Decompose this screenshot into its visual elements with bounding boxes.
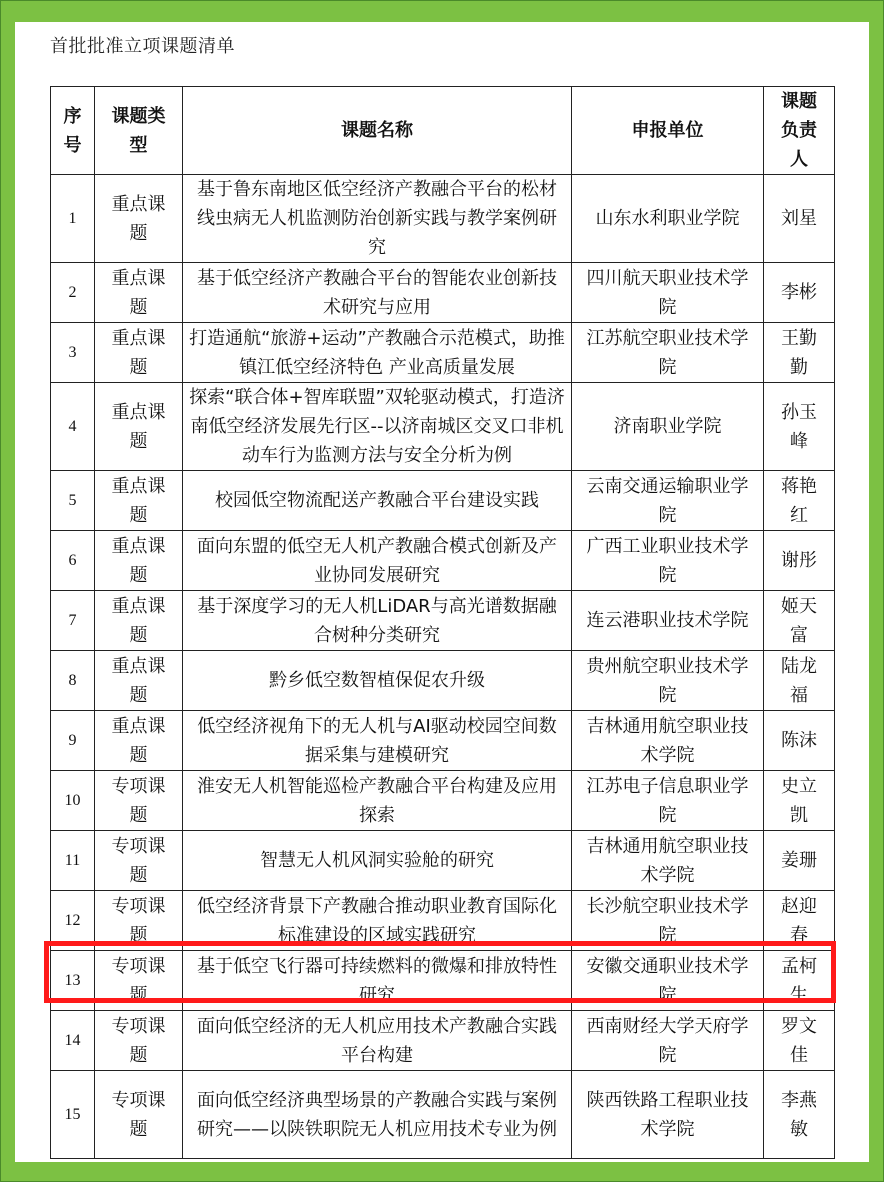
cell-unit: 陕西铁路工程职业技术学院 xyxy=(572,1071,764,1159)
cell-name: 黔乡低空数智植保促农升级 xyxy=(183,651,572,711)
cell-leader: 孙玉峰 xyxy=(764,383,835,471)
cell-leader: 王勤勤 xyxy=(764,323,835,383)
header-type: 课题类型 xyxy=(95,87,183,175)
cell-unit: 吉林通用航空职业技术学院 xyxy=(572,831,764,891)
cell-leader: 谢彤 xyxy=(764,531,835,591)
header-leader: 课题负责人 xyxy=(764,87,835,175)
cell-unit: 吉林通用航空职业技术学院 xyxy=(572,711,764,771)
cell-type: 专项课题 xyxy=(95,771,183,831)
cell-type: 重点课题 xyxy=(95,263,183,323)
cell-no: 9 xyxy=(51,711,95,771)
cell-type: 重点课题 xyxy=(95,531,183,591)
cell-unit: 贵州航空职业技术学院 xyxy=(572,651,764,711)
cell-name: 淮安无人机智能巡检产教融合平台构建及应用探索 xyxy=(183,771,572,831)
table-row xyxy=(51,711,835,771)
cell-name: 智慧无人机风洞实验舱的研究 xyxy=(183,831,572,891)
cell-unit: 西南财经大学天府学院 xyxy=(572,1011,764,1071)
header-no: 序号 xyxy=(51,87,95,175)
cell-no: 11 xyxy=(51,831,95,891)
cell-leader: 赵迎春 xyxy=(764,891,835,951)
table-row xyxy=(51,383,835,471)
cell-no: 2 xyxy=(51,263,95,323)
table-row xyxy=(51,831,835,891)
table-header-row xyxy=(51,87,835,175)
cell-unit: 江苏电子信息职业学院 xyxy=(572,771,764,831)
header-unit: 申报单位 xyxy=(572,87,764,175)
cell-unit: 广西工业职业技术学院 xyxy=(572,531,764,591)
cell-name: 基于深度学习的无人机LiDAR与高光谱数据融合树种分类研究 xyxy=(183,591,572,651)
cell-type: 重点课题 xyxy=(95,591,183,651)
cell-leader: 姬天富 xyxy=(764,591,835,651)
cell-no: 12 xyxy=(51,891,95,951)
cell-name: 基于低空经济产教融合平台的智能农业创新技术研究与应用 xyxy=(183,263,572,323)
cell-leader: 陈沫 xyxy=(764,711,835,771)
cell-unit: 四川航天职业技术学院 xyxy=(572,263,764,323)
cell-leader: 陆龙福 xyxy=(764,651,835,711)
cell-name: 面向低空经济的无人机应用技术产教融合实践平台构建 xyxy=(183,1011,572,1071)
cell-no: 3 xyxy=(51,323,95,383)
cell-name: 面向东盟的低空无人机产教融合模式创新及产业协同发展研究 xyxy=(183,531,572,591)
table-row xyxy=(51,1071,835,1159)
cell-type: 专项课题 xyxy=(95,1071,183,1159)
cell-name: 面向低空经济典型场景的产教融合实践与案例研究——以陕铁职院无人机应用技术专业为例 xyxy=(183,1071,572,1159)
cell-unit: 安徽交通职业技术学院 xyxy=(572,951,764,1011)
cell-type: 重点课题 xyxy=(95,383,183,471)
cell-leader: 蒋艳红 xyxy=(764,471,835,531)
cell-no: 4 xyxy=(51,383,95,471)
cell-type: 专项课题 xyxy=(95,831,183,891)
table-row xyxy=(51,891,835,951)
cell-type: 专项课题 xyxy=(95,891,183,951)
cell-type: 重点课题 xyxy=(95,711,183,771)
cell-type: 重点课题 xyxy=(95,323,183,383)
cell-leader: 姜珊 xyxy=(764,831,835,891)
table-row xyxy=(51,951,835,1011)
table-row xyxy=(51,531,835,591)
cell-name: 打造通航“旅游+运动”产教融合示范模式，助推镇江低空经济特色 产业高质量发展 xyxy=(183,323,572,383)
cell-unit: 连云港职业技术学院 xyxy=(572,591,764,651)
cell-unit: 长沙航空职业技术学院 xyxy=(572,891,764,951)
table-row xyxy=(51,323,835,383)
table-row xyxy=(51,771,835,831)
cell-unit: 云南交通运输职业学院 xyxy=(572,471,764,531)
cell-unit: 江苏航空职业技术学院 xyxy=(572,323,764,383)
project-table xyxy=(50,86,835,1159)
cell-no: 1 xyxy=(51,175,95,263)
table-row xyxy=(51,1011,835,1071)
cell-type: 重点课题 xyxy=(95,175,183,263)
cell-leader: 李燕敏 xyxy=(764,1071,835,1159)
cell-no: 5 xyxy=(51,471,95,531)
cell-leader: 李彬 xyxy=(764,263,835,323)
table-row xyxy=(51,263,835,323)
table-row xyxy=(51,471,835,531)
cell-no: 8 xyxy=(51,651,95,711)
cell-no: 6 xyxy=(51,531,95,591)
table-row xyxy=(51,651,835,711)
table-row xyxy=(51,591,835,651)
cell-name: 基于鲁东南地区低空经济产教融合平台的松材线虫病无人机监测防治创新实践与教学案例研究 xyxy=(183,175,572,263)
cell-no: 13 xyxy=(51,951,95,1011)
cell-type: 专项课题 xyxy=(95,951,183,1011)
document-title: 首批批准立项课题清单 xyxy=(50,36,235,57)
cell-type: 重点课题 xyxy=(95,471,183,531)
table-row xyxy=(51,175,835,263)
cell-no: 10 xyxy=(51,771,95,831)
header-name: 课题名称 xyxy=(183,87,572,175)
cell-name: 校园低空物流配送产教融合平台建设实践 xyxy=(183,471,572,531)
cell-name: 低空经济视角下的无人机与AI驱动校园空间数据采集与建模研究 xyxy=(183,711,572,771)
cell-unit: 山东水利职业学院 xyxy=(572,175,764,263)
cell-leader: 孟柯生 xyxy=(764,951,835,1011)
cell-type: 重点课题 xyxy=(95,651,183,711)
cell-name: 探索“联合体+智库联盟”双轮驱动模式，打造济南低空经济发展先行区--以济南城区交叉口非机动车行为监测方法与安全分析为例 xyxy=(183,383,572,471)
cell-leader: 刘星 xyxy=(764,175,835,263)
cell-no: 14 xyxy=(51,1011,95,1071)
cell-name: 基于低空飞行器可持续燃料的微爆和排放特性研究 xyxy=(183,951,572,1011)
cell-leader: 史立凯 xyxy=(764,771,835,831)
cell-type: 专项课题 xyxy=(95,1011,183,1071)
cell-name: 低空经济背景下产教融合推动职业教育国际化标准建设的区域实践研究 xyxy=(183,891,572,951)
cell-no: 15 xyxy=(51,1071,95,1159)
cell-no: 7 xyxy=(51,591,95,651)
cell-leader: 罗文佳 xyxy=(764,1011,835,1071)
cell-unit: 济南职业学院 xyxy=(572,383,764,471)
